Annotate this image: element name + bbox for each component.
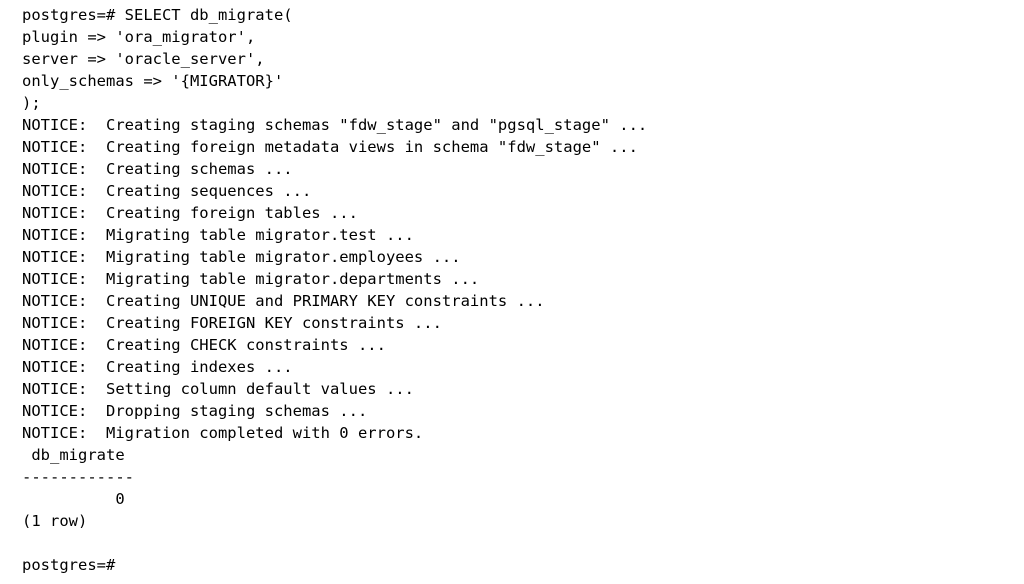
terminal-line: 0 <box>22 490 125 508</box>
terminal-line: postgres=# SELECT db_migrate( <box>22 6 293 24</box>
terminal-line: (1 row) <box>22 512 88 530</box>
terminal-line: NOTICE: Creating FOREIGN KEY constraints ... <box>22 314 442 332</box>
terminal-line: NOTICE: Creating UNIQUE and PRIMARY KEY constraints ... <box>22 292 545 310</box>
terminal-line: NOTICE: Migrating table migrator.test ... <box>22 226 414 244</box>
terminal-line: NOTICE: Migration completed with 0 errors. <box>22 424 424 442</box>
terminal-line: NOTICE: Creating staging schemas "fdw_stage" and "pgsql_stage" ... <box>22 116 648 134</box>
terminal-line: plugin => 'ora_migrator', <box>22 28 256 46</box>
terminal-line: ------------ <box>22 468 134 486</box>
terminal-line: ); <box>22 94 41 112</box>
terminal-line: NOTICE: Migrating table migrator.employees ... <box>22 248 461 266</box>
terminal-line: NOTICE: Creating foreign metadata views in schema "fdw_stage" ... <box>22 138 638 156</box>
terminal-line <box>22 532 1024 554</box>
terminal-line: server => 'oracle_server', <box>22 50 265 68</box>
terminal-line: db_migrate <box>22 446 125 464</box>
terminal-line: NOTICE: Creating CHECK constraints ... <box>22 336 386 354</box>
terminal-line: NOTICE: Creating foreign tables ... <box>22 204 358 222</box>
terminal-line: only_schemas => '{MIGRATOR}' <box>22 72 284 90</box>
terminal-line: NOTICE: Setting column default values ... <box>22 380 414 398</box>
terminal-line: NOTICE: Migrating table migrator.departments ... <box>22 270 480 288</box>
terminal-line: NOTICE: Dropping staging schemas ... <box>22 402 368 420</box>
terminal-line: NOTICE: Creating indexes ... <box>22 358 293 376</box>
terminal-line: NOTICE: Creating sequences ... <box>22 182 312 200</box>
terminal-line: postgres=# <box>22 556 116 574</box>
terminal-line: NOTICE: Creating schemas ... <box>22 160 293 178</box>
